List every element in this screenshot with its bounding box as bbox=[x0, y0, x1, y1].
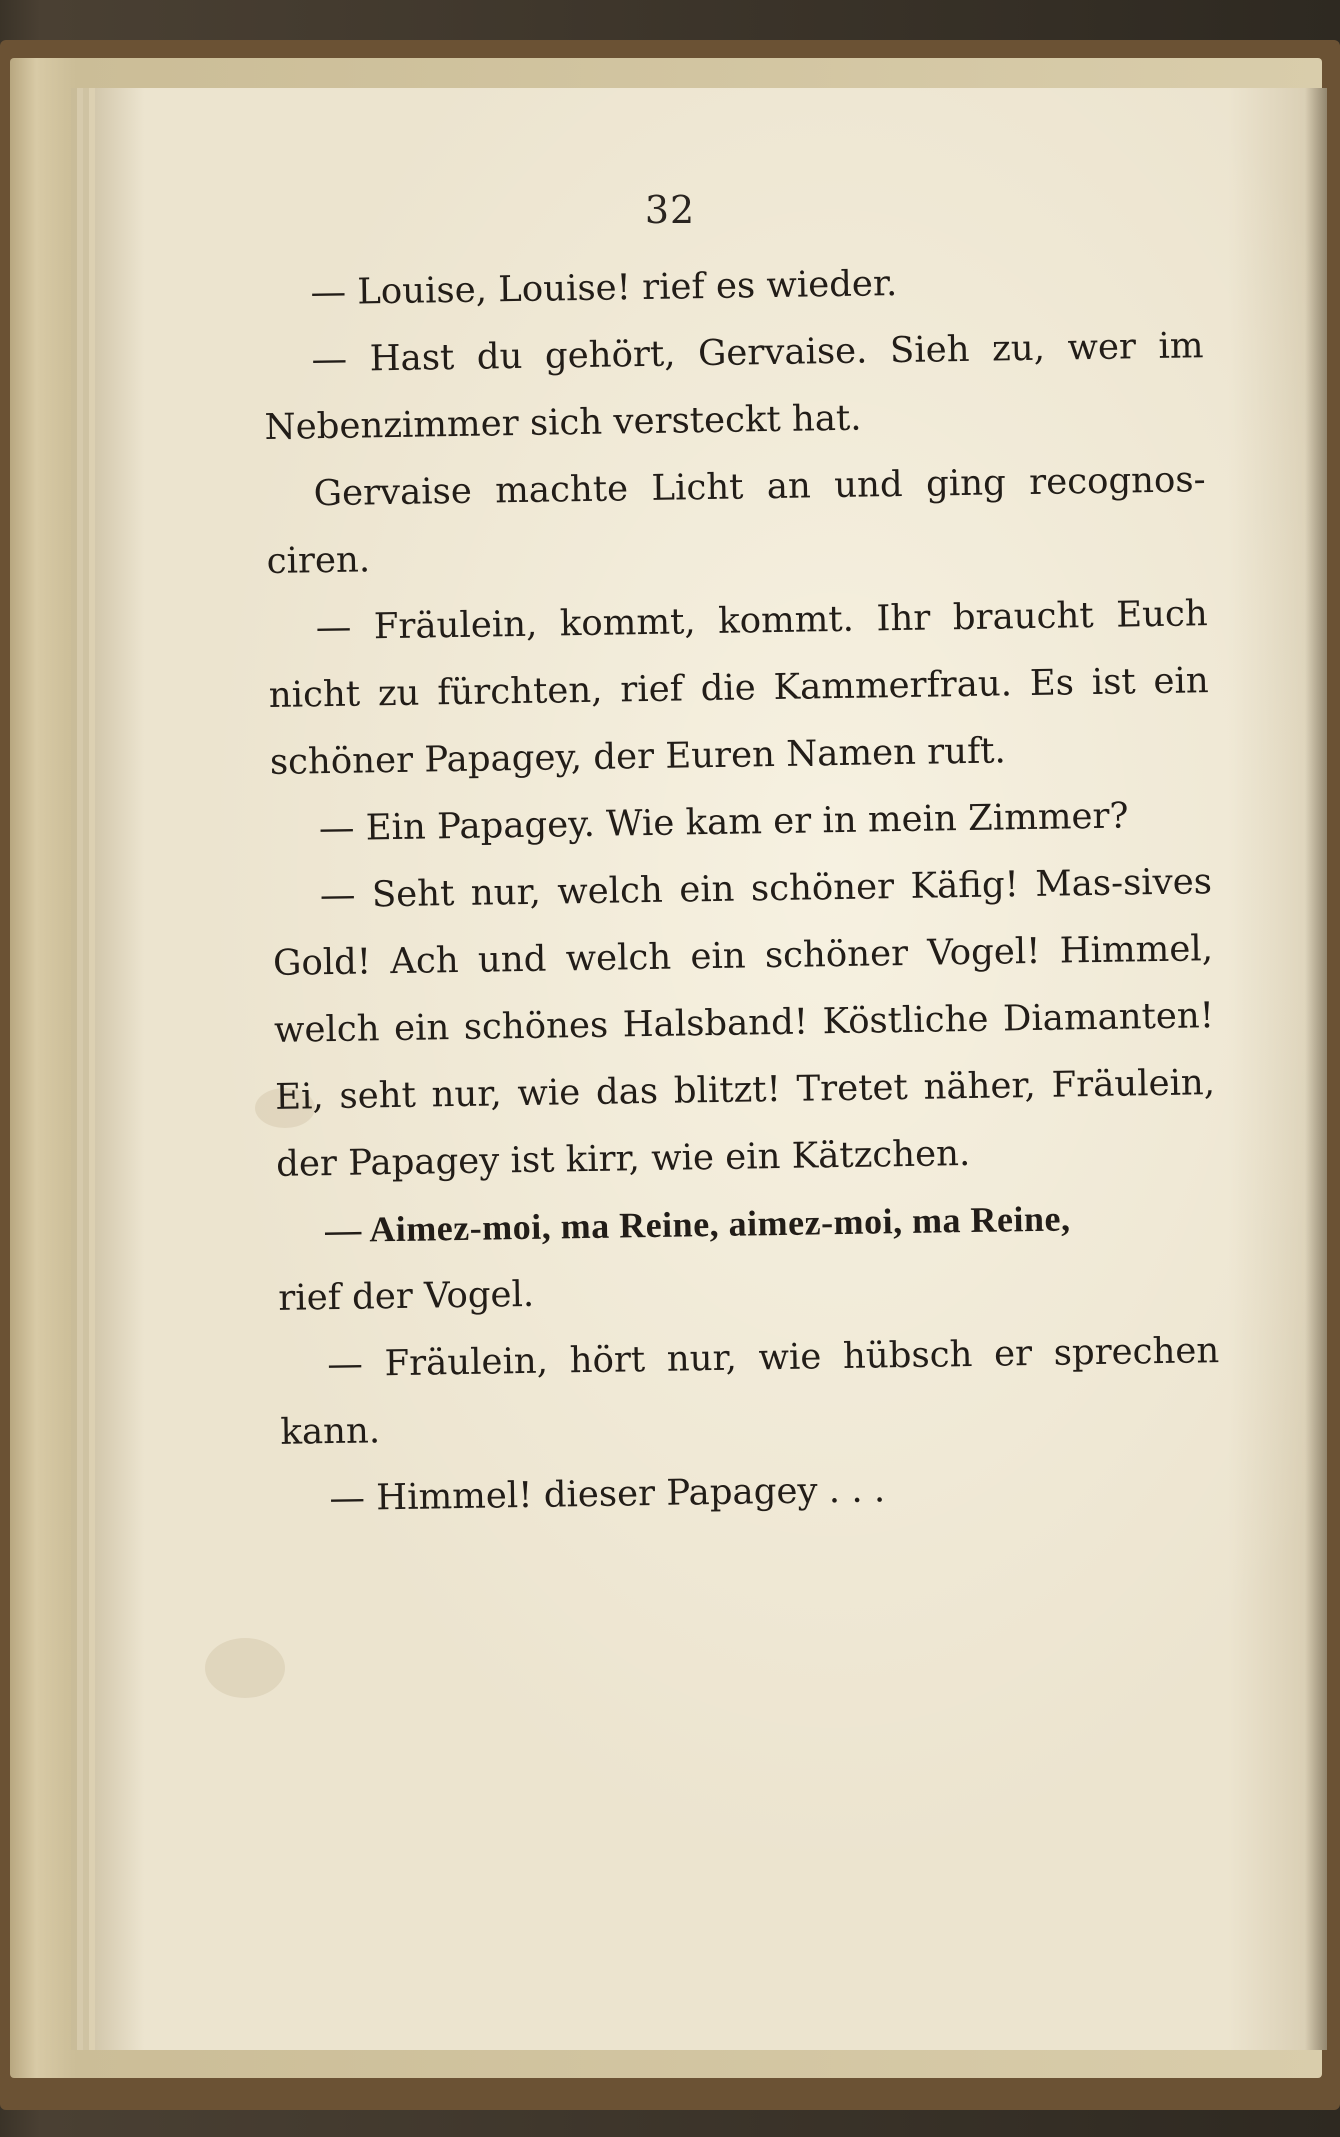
paragraph: — Hast du gehört, Gervaise. Sieh zu, wer im Nebenzimmer sich versteckt hat. bbox=[264, 325, 1204, 448]
paragraph: — Fräulein, kommt, kommt. Ihr braucht Euch nicht zu fürchten, rief die Kammerfrau. Es ist ein schöner Papagey, der Euren Namen ruft. bbox=[268, 593, 1210, 783]
page-number: 32 bbox=[644, 188, 696, 232]
paragraph-french: — Aimez-moi, ma Reine, aimez-moi, ma Reine, bbox=[324, 1198, 1071, 1251]
page-gutter bbox=[1305, 88, 1327, 2050]
page-stain bbox=[205, 1638, 285, 1698]
paragraph: rief der Vogel. bbox=[277, 1273, 535, 1319]
page-text bbox=[262, 245, 1222, 1533]
paragraph: — Seht nur, welch ein schöner Käfig! Mas-sives Gold! Ach und welch ein schöner Vogel! Himmel, welch ein schönes Halsband! Köstliche Diamanten! Ei, seht nur, wie das blitzt! Tretet näher, Fräulein, der Papagey ist kirr, wie ein Kätzchen. bbox=[272, 861, 1216, 1185]
paragraph: — Fräulein, hört nur, wie hübsch er sprechen kann. bbox=[280, 1330, 1220, 1453]
paragraph: — Ein Papagey. Wie kam er in mein Zimmer? bbox=[318, 795, 1129, 850]
paragraph: Gervaise machte Licht an und ging recognos-ciren. bbox=[266, 459, 1206, 582]
paragraph: — Himmel! dieser Papagey . . . bbox=[329, 1469, 886, 1520]
paragraph: — Louise, Louise! rief es wieder. bbox=[310, 263, 898, 314]
